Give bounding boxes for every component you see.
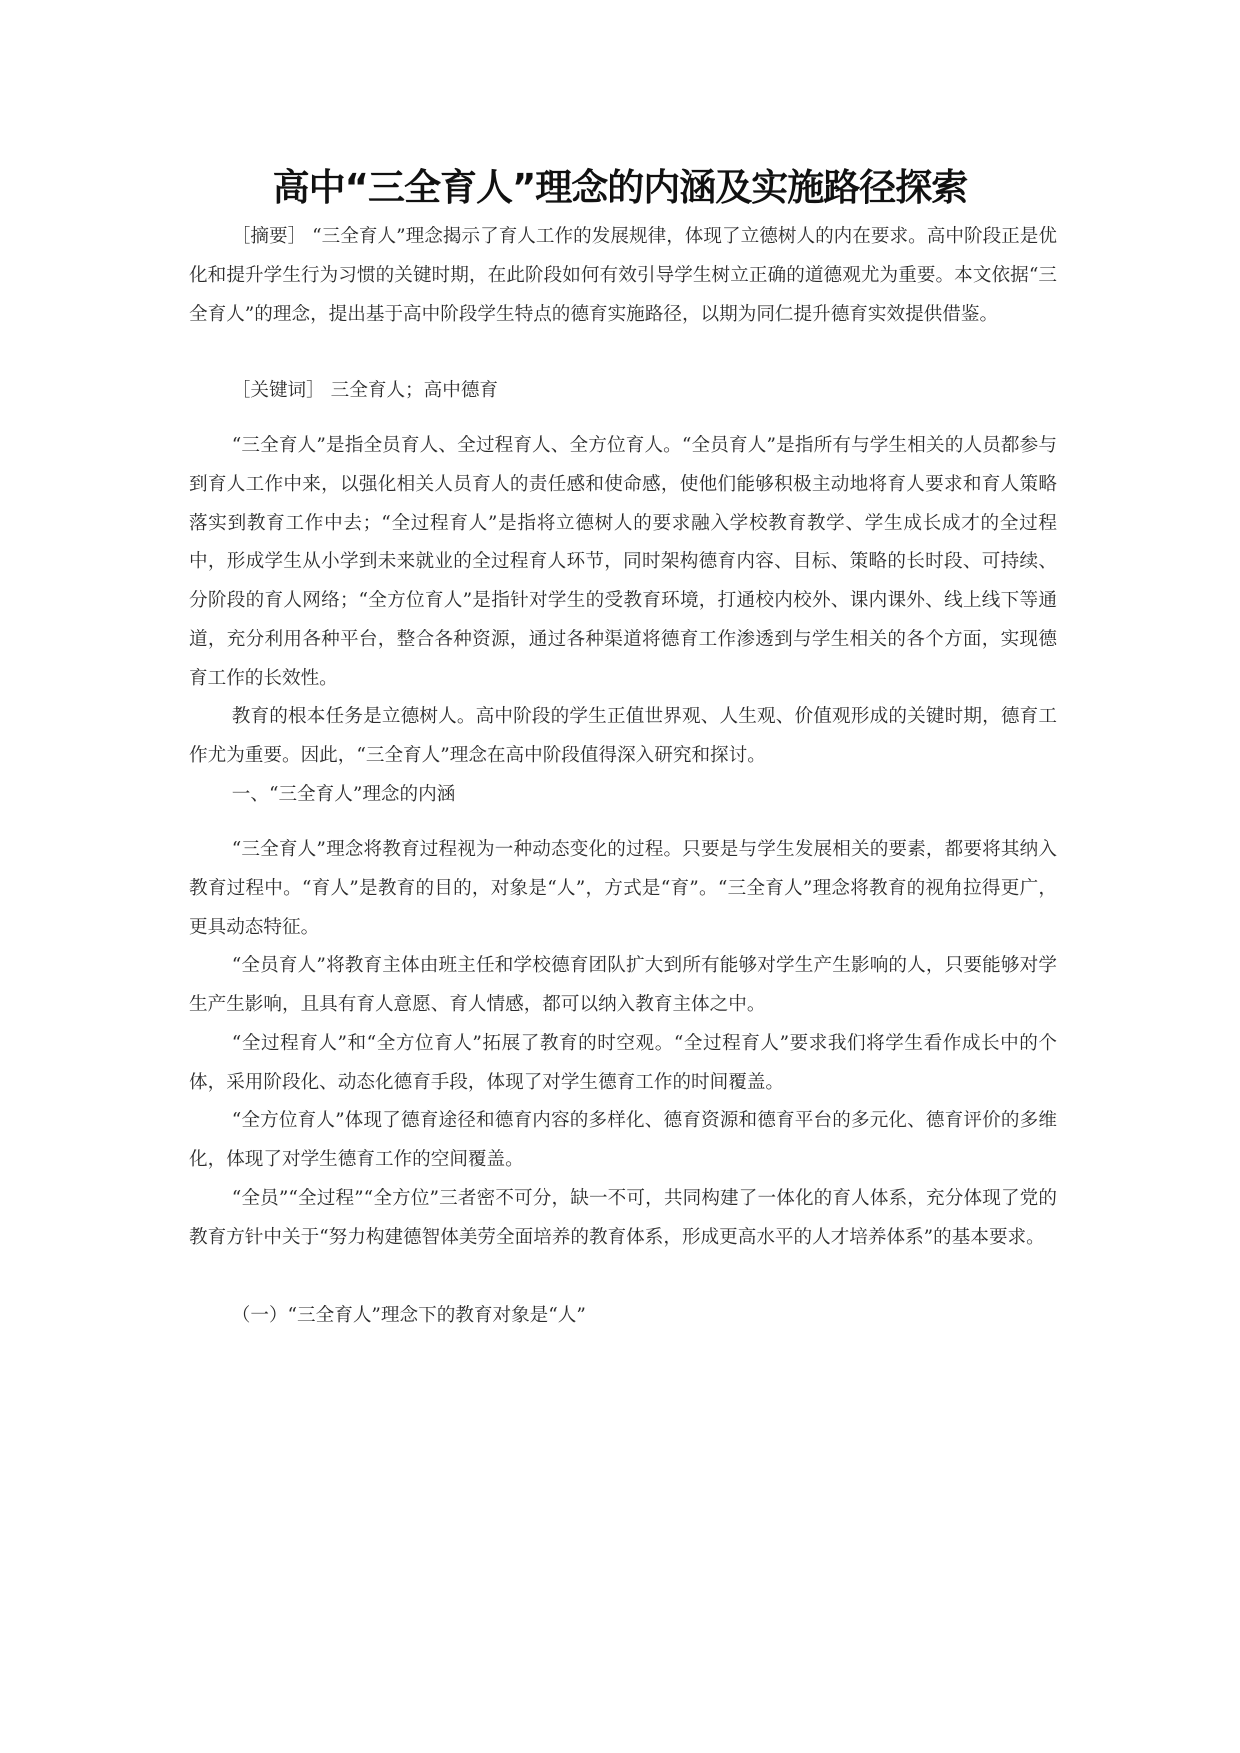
body-paragraph: “全过程育人”和“全方位育人”拓展了教育的时空观。“全过程育人”要求我们将学生看作成长中的个体，采用阶段化、动态化德育手段，体现了对学生德育工作的时间覆盖。	[189, 1033, 1057, 1093]
abstract-label: ［摘要］	[231, 226, 307, 247]
abstract-text: “三全育人”理念揭示了育人工作的发展规律，体现了立德树人的内在要求。高中阶段正是优化和提升学生行为习惯的关键时期，在此阶段如何有效引导学生树立正确的道德观尤为重要。本文依据“三全育人”的理念，提出基于高中阶段学生特点的德育实施路径，以期为同仁提升德育实效提供借鉴。	[189, 226, 1057, 325]
body-paragraph: “全员育人”将教育主体由班主任和学校德育团队扩大到所有能够对学生产生影响的人，只要能够对学生产生影响，且具有育人意愿、育人情感，都可以纳入教育主体之中。	[189, 955, 1057, 1015]
body-paragraph: “全员”“全过程”“全方位”三者密不可分，缺一不可，共同构建了一体化的育人体系，充分体现了党的教育方针中关于“努力构建德智体美劳全面培养的教育体系，形成更高水平的人才培养体系”的基本要求。	[189, 1188, 1057, 1248]
section-heading: 一、“三全育人”理念的内涵	[231, 784, 456, 805]
keywords-paragraph	[189, 372, 1057, 411]
body-paragraph: 教育的根本任务是立德树人。高中阶段的学生正值世界观、人生观、价值观形成的关键时期，德育工作尤为重要。因此，“三全育人”理念在高中阶段值得深入研究和探讨。	[189, 706, 1057, 766]
body-paragraph: “全方位育人”体现了德育途径和德育内容的多样化、德育资源和德育平台的多元化、德育评价的多维化，体现了对学生德育工作的空间覆盖。	[189, 1110, 1057, 1170]
keywords-text: 三全育人；高中德育	[330, 380, 499, 401]
body-paragraph: “三全育人”是指全员育人、全过程育人、全方位育人。“全员育人”是指所有与学生相关的人员都参与到育人工作中来，以强化相关人员育人的责任感和使命感，使他们能够积极主动地将育人要求和育人策略落实到教育工作中去；“全过程育人”是指将立德树人的要求融入学校教育教学、学生成长成才的全过程中，形成学生从小学到未来就业的全过程育人环节，同时架构德育内容、目标、策略的长时段、可持续、分阶段的育人网络；“全方位育人”是指针对学生的受教育环境，打通校内校外、课内课外、线上线下等通道，充分利用各种平台，整合各种资源，通过各种渠道将德育工作渗透到与学生相关的各个方面，实现德育工作的长效性。	[189, 435, 1057, 689]
abstract-paragraph	[189, 218, 1057, 334]
subsection-heading: （一）“三全育人”理念下的教育对象是“人”	[231, 1305, 586, 1326]
keywords-label: ［关键词］	[231, 380, 325, 401]
document-title: 高中“三全育人”理念的内涵及实施路径探索	[272, 166, 968, 209]
body-paragraph: “三全育人”理念将教育过程视为一种动态变化的过程。只要是与学生发展相关的要素，都要将其纳入教育过程中。“育人”是教育的目的，对象是“人”，方式是“育”。“三全育人”理念将教育的视角拉得更广，更具动态特征。	[189, 839, 1057, 938]
